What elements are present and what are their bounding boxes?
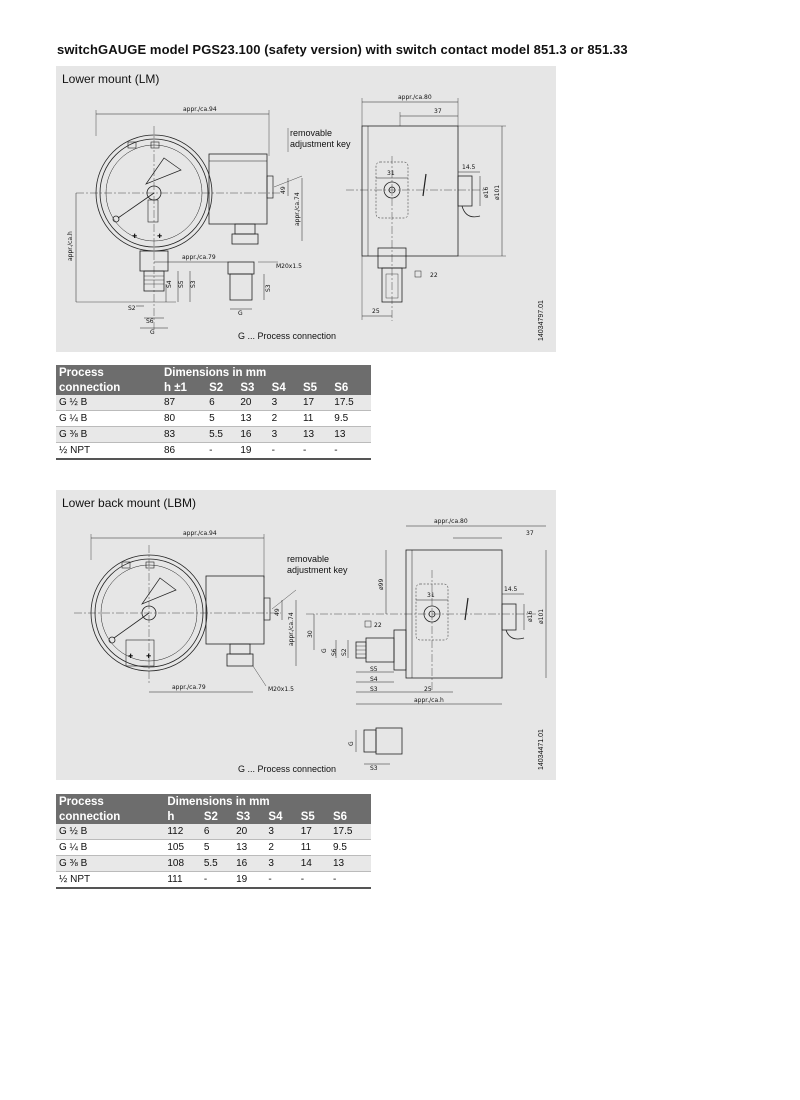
table-cell: 20 (237, 395, 268, 411)
dim-label: ø16 (527, 610, 534, 622)
dim-label: ø101 (494, 184, 501, 200)
dim-label: S3 (190, 280, 197, 288)
dim-label: S3 (370, 765, 378, 772)
dim-label: 49 (280, 186, 287, 194)
table-header: S4 (265, 809, 297, 824)
table-header: Process (56, 365, 161, 380)
dim-label: appr./ca.80 (398, 94, 432, 101)
table-header: S6 (330, 809, 371, 824)
process-connection-caption: G ... Process connection (238, 764, 337, 774)
table-header: S5 (298, 809, 330, 824)
drawing-panel-lower-mount (56, 66, 556, 352)
table-row (56, 840, 371, 856)
dim-label: appr./ca.94 (183, 106, 217, 113)
panel-heading: Lower mount (LM) (62, 72, 160, 86)
table-cell: G ¼ B (56, 840, 164, 856)
table-cell: 19 (237, 443, 268, 460)
table-cell: 80 (161, 411, 206, 427)
table-cell: 11 (298, 840, 330, 856)
table-header: S5 (300, 380, 331, 395)
dim-label: 31 (387, 170, 395, 177)
dim-label: 22 (430, 272, 438, 279)
dim-label: appr./ca.79 (182, 254, 216, 261)
panel-heading: Lower back mount (LBM) (62, 496, 197, 510)
table-cell: G ½ B (56, 824, 164, 840)
dim-label: S2 (341, 648, 348, 656)
table-cell: 9.5 (330, 840, 371, 856)
dim-label: appr./ca.94 (183, 530, 217, 537)
dim-label: appr./ca.80 (434, 518, 468, 525)
table-cell: 19 (233, 872, 265, 889)
table-cell: 9.5 (331, 411, 371, 427)
table-cell: 17 (298, 824, 330, 840)
dim-label: 31 (427, 592, 435, 599)
table-cell: - (331, 443, 371, 460)
table-cell: 17.5 (331, 395, 371, 411)
table-cell: G ¼ B (56, 411, 161, 427)
svg-text:✚: ✚ (132, 233, 138, 240)
page-title: switchGAUGE model PGS23.100 (safety version) with switch contact model 851.3 or 851.33 (57, 42, 628, 57)
table-cell: 3 (265, 856, 297, 872)
svg-text:✚: ✚ (128, 653, 134, 660)
dim-label: appr./ca.74 (294, 192, 301, 226)
table-cell: - (269, 443, 300, 460)
dim-label: 37 (434, 108, 442, 115)
technical-drawing-lm (56, 66, 556, 352)
process-connection-caption: G ... Process connection (238, 331, 337, 341)
dim-label: G (321, 648, 328, 653)
table-cell: G ½ B (56, 395, 161, 411)
table-cell: 14 (298, 856, 330, 872)
dim-label: S3 (370, 686, 378, 693)
table-cell: ½ NPT (56, 872, 164, 889)
table-cell: 13 (330, 856, 371, 872)
table-cell: 5 (206, 411, 237, 427)
dim-label: S3 (265, 284, 272, 292)
dim-label: 14.5 (504, 586, 518, 593)
table-header: connection (56, 809, 164, 824)
dim-label: 14.5 (462, 164, 476, 171)
annotation-label: adjustment key (287, 565, 348, 575)
table-cell: - (300, 443, 331, 460)
table-cell: - (330, 872, 371, 889)
dim-label: 25 (372, 308, 380, 315)
table-row (56, 872, 371, 889)
table-cell: 3 (265, 824, 297, 840)
dim-label: S5 (370, 666, 378, 673)
table-header: S2 (201, 809, 233, 824)
table-row (56, 856, 371, 872)
table-cell: - (265, 872, 297, 889)
table-header: S4 (269, 380, 300, 395)
document-id: 14034471.01 (538, 729, 545, 770)
dim-label: appr./ca.h (67, 231, 74, 261)
table-cell: 111 (164, 872, 200, 889)
dim-label: S6 (146, 318, 154, 325)
table-cell: 11 (300, 411, 331, 427)
document-id: 14034797.01 (538, 300, 545, 341)
dim-label: appr./ca.h (414, 697, 444, 704)
table-row (56, 824, 371, 840)
table-header: connection (56, 380, 161, 395)
table-cell: - (298, 872, 330, 889)
table-row (56, 443, 371, 460)
dimensions-table-lm (56, 365, 371, 460)
svg-text:✚: ✚ (146, 653, 152, 660)
dim-label: ø101 (538, 608, 545, 624)
table-cell: 16 (233, 856, 265, 872)
table-row (56, 395, 371, 411)
table-cell: - (206, 443, 237, 460)
technical-drawing-lbm (56, 490, 556, 780)
table-cell: 2 (269, 411, 300, 427)
table-cell: 13 (300, 427, 331, 443)
table-header: Process (56, 794, 164, 809)
dim-label: S4 (166, 280, 173, 288)
dim-label: G (348, 741, 355, 746)
annotation-label: removable (290, 128, 333, 138)
dim-label: M20x1.5 (276, 263, 302, 270)
table-cell: G ⅜ B (56, 856, 164, 872)
table-cell: 6 (201, 824, 233, 840)
table-header: S3 (237, 380, 268, 395)
table-header: Dimensions in mm (164, 794, 371, 809)
table-cell: 13 (331, 427, 371, 443)
table-header: h (164, 809, 200, 824)
dim-label: 30 (307, 630, 314, 638)
table-cell: 17 (300, 395, 331, 411)
dim-label: S6 (331, 648, 338, 656)
table-cell: 86 (161, 443, 206, 460)
table-cell: G ⅜ B (56, 427, 161, 443)
table-header: Dimensions in mm (161, 365, 371, 380)
table-header: S2 (206, 380, 237, 395)
dim-label: 25 (424, 686, 432, 693)
drawing-panel-lower-back-mount (56, 490, 556, 780)
table-cell: 3 (269, 395, 300, 411)
dim-label: G (238, 310, 243, 317)
dim-label: 22 (374, 622, 382, 629)
dim-label: S4 (370, 676, 378, 683)
table-cell: 13 (233, 840, 265, 856)
dim-label: appr./ca.74 (288, 612, 295, 646)
table-cell: 87 (161, 395, 206, 411)
table-cell: - (201, 872, 233, 889)
annotation-label: removable (287, 554, 330, 564)
dim-label: G (150, 329, 155, 336)
table-cell: 13 (237, 411, 268, 427)
table-cell: 2 (265, 840, 297, 856)
table-cell: 3 (269, 427, 300, 443)
table-header: S6 (331, 380, 371, 395)
dim-label: ø99 (378, 578, 385, 590)
table-cell: 5 (201, 840, 233, 856)
dim-label: appr./ca.79 (172, 684, 206, 691)
table-header: S3 (233, 809, 265, 824)
table-cell: 108 (164, 856, 200, 872)
table-cell: 16 (237, 427, 268, 443)
dim-label: S2 (128, 305, 136, 312)
table-cell: 5.5 (201, 856, 233, 872)
table-cell: 5.5 (206, 427, 237, 443)
table-cell: 6 (206, 395, 237, 411)
svg-text:✚: ✚ (157, 233, 163, 240)
table-cell: 105 (164, 840, 200, 856)
table-cell: 17.5 (330, 824, 371, 840)
annotation-label: adjustment key (290, 139, 351, 149)
table-cell: ½ NPT (56, 443, 161, 460)
table-row (56, 427, 371, 443)
table-cell: 112 (164, 824, 200, 840)
dim-label: 49 (274, 608, 281, 616)
table-cell: 20 (233, 824, 265, 840)
dim-label: ø16 (483, 186, 490, 198)
table-cell: 83 (161, 427, 206, 443)
dim-label: 37 (526, 530, 534, 537)
dim-label: M20x1.5 (268, 686, 294, 693)
table-row (56, 411, 371, 427)
table-header: h ±1 (161, 380, 206, 395)
dim-label: S5 (178, 280, 185, 288)
dimensions-table-lbm (56, 794, 371, 889)
